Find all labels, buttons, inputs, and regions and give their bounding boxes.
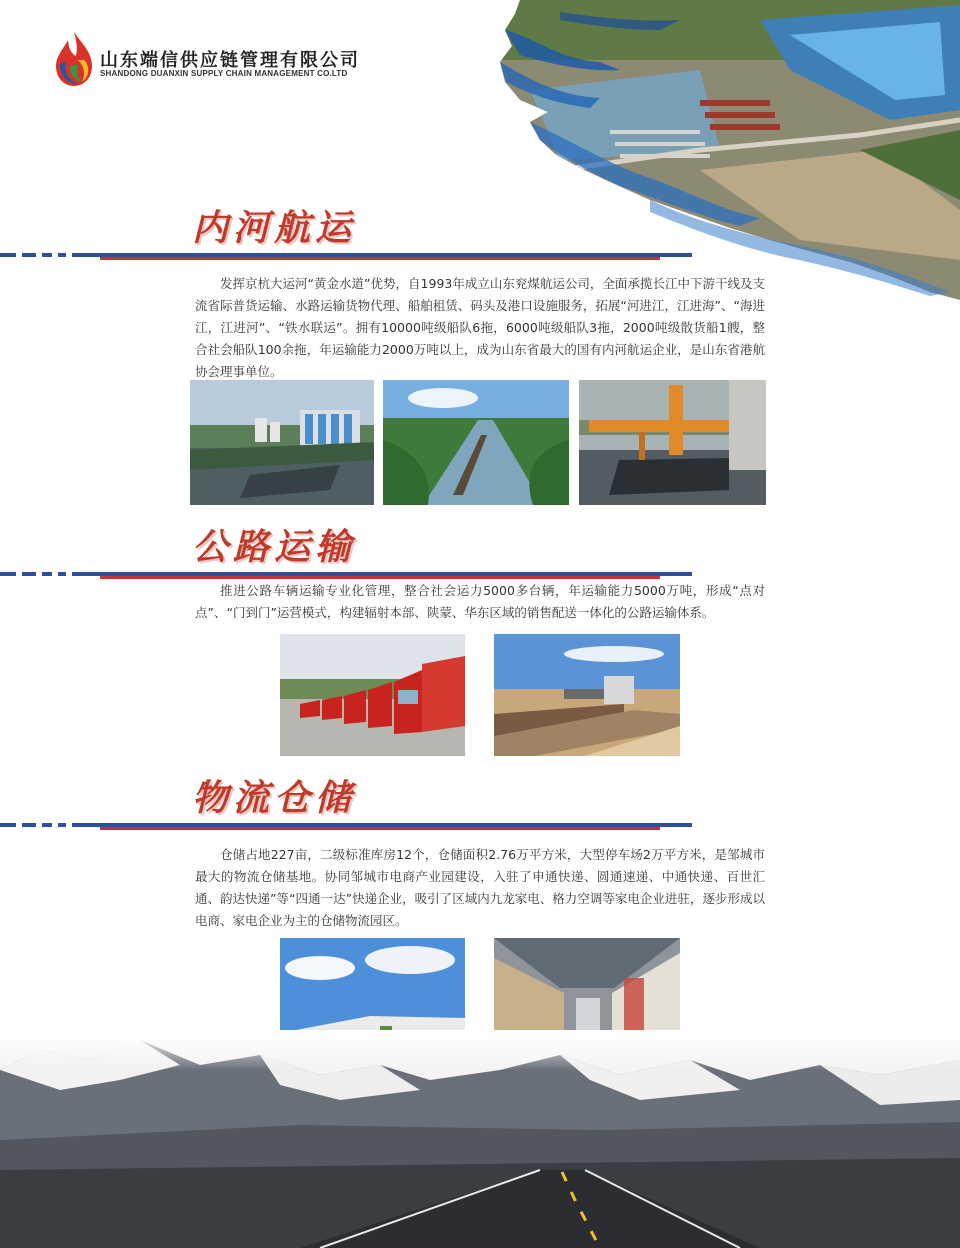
section-text-road-transport: 推进公路车辆运输专业化管理，整合社会运力5000多台辆，年运输能力5000万吨，形成“点对点”、“门到门”运营模式，构建辐射本部、陕蒙、华东区域的销售配送一体化的公路运输体系。 [195,583,765,620]
section-title-road-transport: 公路运输 [192,527,357,568]
company-name-cn: 山东端信供应链管理有限公司 [100,50,360,71]
section-divider [0,248,960,262]
photo-red-trucks [280,634,465,756]
photo-highway-trucks [494,634,680,756]
photo-port-facility [190,380,374,505]
flame-logo-icon [48,30,100,88]
section-text-river-shipping: 发挥京杭大运河“黄金水道”优势，自1993年成立山东兖煤航运公司，全面承揽长江中下游干线及支流省际普货运输、水路运输货物代理、船舶租赁、码头及港口设施服务，拓展“河进江，江进海”、“海进江，江进河”、“铁水联运”。拥有10000吨级船队6拖，6000吨级船队3拖，2000吨级散货船1艘，整合社会船队100余拖，年运输能力2000万吨以上，成为山东省最大的国有内河航运企业，是山东省港航协会理事单位。 [195,276,765,379]
section-title-logistics-warehousing: 物流仓储 [192,778,357,819]
section-divider [0,818,960,832]
company-name-en: SHANDONG DUANXIN SUPPLY CHAIN MANAGEMENT CO.LTD [100,69,348,78]
section-title-river-shipping: 内河航运 [192,208,357,249]
footer-mountain-road-image [0,1030,960,1248]
photo-canal-barges [383,380,569,505]
section-divider [0,567,960,581]
photo-crane-loading [579,380,766,505]
section-text-logistics-warehousing: 仓储占地227亩，二级标准库房12个，仓储面积2.76万平方米，大型停车场2万平方米，是邹城市最大的物流仓储基地。协同邹城市电商产业园建设，入驻了申通快递、圆通速递、中通快递、百世汇通、韵达快递”等“四通一达”快递企业，吸引了区域内九龙家电、格力空调等家电企业进驻，逐步形成以电商、家电企业为主的仓储物流园区。 [195,847,765,928]
